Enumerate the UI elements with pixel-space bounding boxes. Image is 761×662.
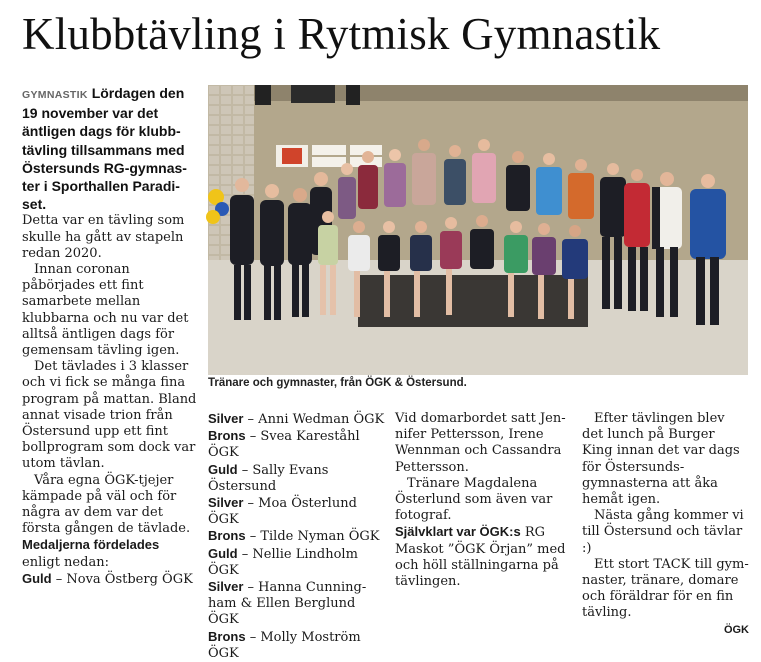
medal-winner: – Moa Österlund ÖGK: [208, 496, 357, 528]
body-paragraph: Efter tävlingen blev det lunch på Burger King innan det var dags för Östersundsgymnasterna att åka hemåt igen.: [582, 411, 740, 508]
body-paragraph: [395, 524, 571, 590]
medal-winner: – Sally Evans Östersund: [208, 462, 329, 494]
medal-winner: – Anni Wedman ÖGK: [243, 412, 385, 427]
medal-row: [208, 579, 390, 629]
mascot-heading: Självklart var ÖGK:s: [395, 524, 521, 540]
lead-text: Lördagen den 19 november var det äntligen dags för klubbtävling tillsammans med Östersunds RG-gymnaster i Sporthallen Paradiset.: [22, 85, 187, 213]
medal-row: [22, 571, 198, 588]
body-paragraph: Ett stort TACK till gymnaster, tränare, domare och föräldrar för en fin tävling.: [582, 556, 749, 621]
body-paragraph: Nästa gång kommer vi till Östersund och tävlar :): [582, 508, 744, 556]
column-4: [582, 411, 749, 638]
medal-row: [208, 546, 390, 579]
medal-winner: – Svea Kareståhl ÖGK: [208, 429, 360, 461]
medal-place: Guld: [208, 461, 238, 477]
medal-winner: – Nellie Lindholm ÖGK: [208, 546, 358, 578]
medal-row: [208, 428, 390, 461]
body-paragraph: Detta var en tävling som skulle ha gått av stapeln redan 2020.: [22, 213, 185, 261]
medal-row: [208, 528, 390, 545]
medal-winner: – Hanna Cunningham & Ellen Berglund ÖGK: [208, 580, 367, 628]
headline: Klubbtävling i Rytmisk Gymnastik: [22, 9, 661, 59]
medal-place: Guld: [208, 545, 238, 561]
body-paragraph: Det tävlades i 3 klasser och vi fick se många fina program på mattan. Bland annat visade trion från Östersund upp ett fint bollprogram som dock var utom tävlan.: [22, 359, 197, 472]
body-paragraph: Tränare Magdalena Österlund som även var fotograf.: [395, 475, 553, 524]
medal-row: [208, 411, 390, 428]
column-2: [208, 411, 390, 662]
photo-caption: Tränare och gymnaster, från ÖGK & Östersund.: [208, 377, 467, 389]
medals-heading: Medaljerna fördelades: [22, 537, 160, 553]
signature: ÖGK: [723, 623, 749, 636]
medal-place: Guld: [22, 570, 52, 586]
medals-intro: [22, 537, 198, 570]
mascot-text: RG Maskot ”ÖGK Örjan” med och höll ställningarna på tävlingen.: [395, 525, 566, 590]
medal-place: Brons: [208, 628, 246, 644]
body-paragraph: Innan coronan påbörjades ett fint samarbete mellan klubbarna och nu var det alltså äntligen dags för gemensam tävling igen.: [22, 262, 189, 359]
medal-winner: – Tilde Nyman ÖGK: [245, 529, 380, 545]
team-photo: [208, 85, 748, 375]
body-paragraph: Våra egna ÖGK-tjejer kämpade på väl och för några av dem var det första gången de tävlade.: [22, 472, 191, 537]
medal-winner: – Molly Moström ÖGK: [208, 629, 361, 661]
team-photo-illustration: [208, 85, 748, 375]
medal-row: [208, 495, 390, 528]
medals-intro-text: enligt nedan:: [22, 554, 109, 570]
lead-paragraph: [22, 84, 198, 213]
column-3: [395, 411, 571, 590]
medal-place: Silver: [208, 495, 244, 511]
kicker: GYMNASTIK: [22, 89, 88, 101]
body-paragraph: Vid domarbordet satt Jennifer Pettersson, Irene Wennman och Cassandra Pettersson.: [395, 411, 566, 475]
medal-place: Silver: [208, 579, 244, 595]
medal-place: Brons: [208, 528, 246, 544]
medal-row: [208, 462, 390, 495]
medal-row: [208, 629, 390, 662]
medal-place: Brons: [208, 428, 246, 444]
medal-winner: – Nova Östberg ÖGK: [51, 571, 193, 587]
column-1: [22, 84, 198, 588]
medal-place: Silver: [208, 411, 244, 426]
